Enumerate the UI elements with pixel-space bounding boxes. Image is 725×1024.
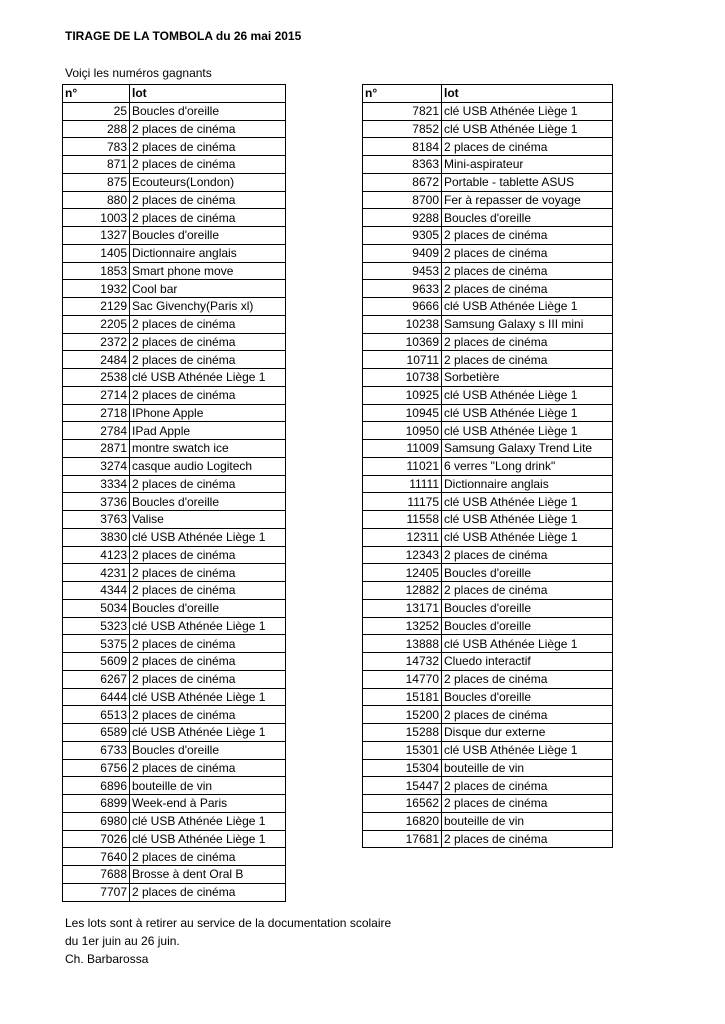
prize-lot: Boucles d'oreille: [130, 227, 286, 245]
ticket-number: 6513: [63, 706, 130, 724]
prize-lot: Cool bar: [130, 280, 286, 298]
table-row: [363, 369, 613, 387]
table-row: [63, 653, 286, 671]
ticket-number: 15447: [363, 777, 442, 795]
ticket-number: 6267: [63, 670, 130, 688]
table-row: [363, 582, 613, 600]
table-row: [363, 102, 613, 120]
prize-lot: 2 places de cinéma: [130, 564, 286, 582]
ticket-number: 7688: [63, 866, 130, 884]
table-row: [63, 564, 286, 582]
ticket-number: 6980: [63, 812, 130, 830]
table-row: [363, 138, 613, 156]
ticket-number: 2372: [63, 333, 130, 351]
prize-lot: 2 places de cinéma: [442, 582, 613, 600]
ticket-number: 9666: [363, 298, 442, 316]
ticket-number: 8184: [363, 138, 442, 156]
ticket-number: 11175: [363, 493, 442, 511]
prize-lot: 2 places de cinéma: [130, 191, 286, 209]
ticket-number: 783: [63, 138, 130, 156]
prize-lot: bouteille de vin: [442, 759, 613, 777]
prize-lot: Boucles d'oreille: [442, 564, 613, 582]
prize-lot: Boucles d'oreille: [130, 599, 286, 617]
prize-lot: IPad Apple: [130, 422, 286, 440]
prize-lot: 2 places de cinéma: [442, 280, 613, 298]
ticket-number: 9453: [363, 262, 442, 280]
table-row: [363, 262, 613, 280]
prize-lot: Sac Givenchy(Paris xl): [130, 298, 286, 316]
prize-lot: clé USB Athénée Liège 1: [130, 830, 286, 848]
ticket-number: 5375: [63, 635, 130, 653]
ticket-number: 7026: [63, 830, 130, 848]
ticket-number: 6733: [63, 741, 130, 759]
ticket-number: 2714: [63, 386, 130, 404]
prize-lot: 2 places de cinéma: [130, 706, 286, 724]
table-row: [63, 759, 286, 777]
table-row: [363, 156, 613, 174]
table-row: [63, 280, 286, 298]
prize-lot: Boucles d'oreille: [130, 493, 286, 511]
prize-lot: 2 places de cinéma: [130, 848, 286, 866]
ticket-number: 875: [63, 173, 130, 191]
ticket-number: 2538: [63, 369, 130, 387]
ticket-number: 3736: [63, 493, 130, 511]
ticket-number: 16820: [363, 812, 442, 830]
prize-lot: clé USB Athénée Liège 1: [130, 724, 286, 742]
table-row: [363, 795, 613, 813]
ticket-number: 4123: [63, 546, 130, 564]
ticket-number: 2484: [63, 351, 130, 369]
table-row: [363, 386, 613, 404]
table-row: [63, 173, 286, 191]
ticket-number: 7707: [63, 883, 130, 901]
table-row: [63, 812, 286, 830]
prize-lot: 2 places de cinéma: [442, 706, 613, 724]
prize-lot: 2 places de cinéma: [130, 883, 286, 901]
prize-lot: clé USB Athénée Liège 1: [442, 635, 613, 653]
table-row: [63, 635, 286, 653]
table-row: [63, 440, 286, 458]
ticket-number: 15301: [363, 741, 442, 759]
table-row: [63, 244, 286, 262]
table-body-right: [363, 102, 613, 848]
signature: Ch. Barbarossa: [65, 952, 149, 966]
ticket-number: 8363: [363, 156, 442, 174]
ticket-number: 10945: [363, 404, 442, 422]
prize-lot: Mini-aspirateur: [442, 156, 613, 174]
table-row: [63, 209, 286, 227]
prize-lot: Disque dur externe: [442, 724, 613, 742]
table-row: [363, 457, 613, 475]
table-row: [63, 706, 286, 724]
prize-lot: Smart phone move: [130, 262, 286, 280]
ticket-number: 9633: [363, 280, 442, 298]
ticket-number: 1405: [63, 244, 130, 262]
table-row: [63, 599, 286, 617]
prize-lot: montre swatch ice: [130, 440, 286, 458]
table-row: [63, 848, 286, 866]
ticket-number: 13888: [363, 635, 442, 653]
ticket-number: 6896: [63, 777, 130, 795]
prize-lot: clé USB Athénée Liège 1: [130, 688, 286, 706]
ticket-number: 4344: [63, 582, 130, 600]
prize-lot: Samsung Galaxy s III mini: [442, 315, 613, 333]
ticket-number: 15200: [363, 706, 442, 724]
ticket-number: 7640: [63, 848, 130, 866]
ticket-number: 1327: [63, 227, 130, 245]
ticket-number: 2718: [63, 404, 130, 422]
prize-lot: bouteille de vin: [130, 777, 286, 795]
ticket-number: 12882: [363, 582, 442, 600]
intro-text: Voiçi les numéros gagnants: [65, 66, 212, 80]
prize-lot: 2 places de cinéma: [442, 138, 613, 156]
prize-lot: IPhone Apple: [130, 404, 286, 422]
ticket-number: 15288: [363, 724, 442, 742]
table-row: [63, 333, 286, 351]
table-row: [363, 298, 613, 316]
prize-lot: Boucles d'oreille: [130, 741, 286, 759]
prize-lot: Ecouteurs(London): [130, 173, 286, 191]
ticket-number: 12311: [363, 528, 442, 546]
page-title: TIRAGE DE LA TOMBOLA du 26 mai 2015: [65, 29, 302, 43]
table-row: [363, 351, 613, 369]
table-row: [363, 244, 613, 262]
prize-lot: clé USB Athénée Liège 1: [442, 386, 613, 404]
prize-lot: 2 places de cinéma: [130, 386, 286, 404]
table-row: [363, 635, 613, 653]
ticket-number: 3830: [63, 528, 130, 546]
ticket-number: 14770: [363, 670, 442, 688]
table-row: [363, 493, 613, 511]
table-row: [363, 564, 613, 582]
prize-lot: 2 places de cinéma: [130, 653, 286, 671]
header-lot: lot: [130, 85, 286, 103]
footer-note: [65, 914, 391, 968]
ticket-number: 2871: [63, 440, 130, 458]
ticket-number: 7852: [363, 120, 442, 138]
prize-lot: Boucles d'oreille: [442, 209, 613, 227]
table-row: [363, 475, 613, 493]
prize-lot: clé USB Athénée Liège 1: [130, 369, 286, 387]
prize-lot: 2 places de cinéma: [130, 120, 286, 138]
ticket-number: 11558: [363, 511, 442, 529]
table-row: [363, 706, 613, 724]
prize-lot: Week-end à Paris: [130, 795, 286, 813]
table-row: [363, 440, 613, 458]
table-row: [363, 688, 613, 706]
prize-lot: clé USB Athénée Liège 1: [442, 404, 613, 422]
table-row: [63, 866, 286, 884]
header-number: n°: [63, 85, 130, 103]
ticket-number: 25: [63, 102, 130, 120]
table-body-left: [63, 102, 286, 901]
table-row: [363, 759, 613, 777]
prize-lot: 2 places de cinéma: [130, 351, 286, 369]
ticket-number: 1932: [63, 280, 130, 298]
table-row: [363, 120, 613, 138]
ticket-number: 6589: [63, 724, 130, 742]
table-header-row: [63, 85, 286, 103]
ticket-number: 12343: [363, 546, 442, 564]
pickup-instructions: Les lots sont à retirer au service de la documentation scolaire: [65, 916, 392, 930]
winners-table-left: [62, 84, 286, 902]
table-row: [363, 404, 613, 422]
prize-lot: 2 places de cinéma: [130, 138, 286, 156]
prize-lot: Boucles d'oreille: [130, 102, 286, 120]
prize-lot: 2 places de cinéma: [442, 795, 613, 813]
table-row: [63, 191, 286, 209]
prize-lot: Portable - tablette ASUS: [442, 173, 613, 191]
table-row: [363, 653, 613, 671]
prize-lot: clé USB Athénée Liège 1: [130, 617, 286, 635]
table-row: [63, 422, 286, 440]
prize-lot: 2 places de cinéma: [442, 244, 613, 262]
ticket-number: 10369: [363, 333, 442, 351]
prize-lot: Samsung Galaxy Trend Lite: [442, 440, 613, 458]
ticket-number: 288: [63, 120, 130, 138]
ticket-number: 2784: [63, 422, 130, 440]
table-row: [63, 386, 286, 404]
ticket-number: 1853: [63, 262, 130, 280]
table-row: [363, 670, 613, 688]
table-row: [63, 138, 286, 156]
table-row: [363, 333, 613, 351]
ticket-number: 10711: [363, 351, 442, 369]
table-row: [363, 422, 613, 440]
prize-lot: Boucles d'oreille: [442, 617, 613, 635]
table-row: [63, 227, 286, 245]
table-row: [363, 280, 613, 298]
table-row: [63, 120, 286, 138]
table-row: [363, 546, 613, 564]
table-row: [363, 528, 613, 546]
prize-lot: 2 places de cinéma: [442, 351, 613, 369]
ticket-number: 6756: [63, 759, 130, 777]
prize-lot: clé USB Athénée Liège 1: [442, 422, 613, 440]
prize-lot: Dictionnaire anglais: [442, 475, 613, 493]
prize-lot: 6 verres "Long drink": [442, 457, 613, 475]
table-row: [63, 688, 286, 706]
prize-lot: 2 places de cinéma: [130, 759, 286, 777]
ticket-number: 12405: [363, 564, 442, 582]
ticket-number: 3763: [63, 511, 130, 529]
ticket-number: 13171: [363, 599, 442, 617]
prize-lot: Dictionnaire anglais: [130, 244, 286, 262]
prize-lot: clé USB Athénée Liège 1: [442, 298, 613, 316]
prize-lot: 2 places de cinéma: [130, 156, 286, 174]
prize-lot: clé USB Athénée Liège 1: [442, 741, 613, 759]
prize-lot: 2 places de cinéma: [442, 777, 613, 795]
ticket-number: 11009: [363, 440, 442, 458]
table-row: [363, 191, 613, 209]
table-row: [63, 883, 286, 901]
table-row: [63, 546, 286, 564]
prize-lot: clé USB Athénée Liège 1: [442, 102, 613, 120]
table-row: [63, 528, 286, 546]
table-row: [63, 724, 286, 742]
prize-lot: 2 places de cinéma: [442, 830, 613, 848]
ticket-number: 16562: [363, 795, 442, 813]
ticket-number: 10238: [363, 315, 442, 333]
prize-lot: clé USB Athénée Liège 1: [442, 528, 613, 546]
ticket-number: 10738: [363, 369, 442, 387]
table-row: [363, 724, 613, 742]
prize-lot: clé USB Athénée Liège 1: [442, 493, 613, 511]
prize-lot: Brosse à dent Oral B: [130, 866, 286, 884]
prize-lot: bouteille de vin: [442, 812, 613, 830]
table-row: [363, 227, 613, 245]
table-row: [63, 741, 286, 759]
prize-lot: 2 places de cinéma: [130, 209, 286, 227]
ticket-number: 7821: [363, 102, 442, 120]
table-row: [363, 812, 613, 830]
ticket-number: 2205: [63, 315, 130, 333]
prize-lot: 2 places de cinéma: [130, 635, 286, 653]
table-row: [63, 617, 286, 635]
table-row: [63, 298, 286, 316]
table-row: [63, 102, 286, 120]
prize-lot: Boucles d'oreille: [442, 599, 613, 617]
prize-lot: Fer à repasser de voyage: [442, 191, 613, 209]
prize-lot: 2 places de cinéma: [130, 582, 286, 600]
winners-table-right: [362, 84, 613, 848]
prize-lot: Boucles d'oreille: [442, 688, 613, 706]
ticket-number: 6444: [63, 688, 130, 706]
prize-lot: 2 places de cinéma: [442, 670, 613, 688]
prize-lot: Valise: [130, 511, 286, 529]
table-row: [63, 795, 286, 813]
table-row: [63, 582, 286, 600]
table-header-row: [363, 85, 613, 103]
table-row: [363, 777, 613, 795]
ticket-number: 5609: [63, 653, 130, 671]
prize-lot: Sorbetière: [442, 369, 613, 387]
table-row: [63, 475, 286, 493]
table-row: [363, 599, 613, 617]
ticket-number: 11111: [363, 475, 442, 493]
prize-lot: 2 places de cinéma: [442, 546, 613, 564]
ticket-number: 9305: [363, 227, 442, 245]
ticket-number: 3334: [63, 475, 130, 493]
pickup-dates: du 1er juin au 26 juin.: [65, 934, 180, 948]
header-lot: lot: [442, 85, 613, 103]
table-row: [63, 262, 286, 280]
table-row: [363, 209, 613, 227]
table-row: [363, 315, 613, 333]
ticket-number: 13252: [363, 617, 442, 635]
table-row: [63, 315, 286, 333]
ticket-number: 1003: [63, 209, 130, 227]
prize-lot: casque audio Logitech: [130, 457, 286, 475]
ticket-number: 8672: [363, 173, 442, 191]
ticket-number: 14732: [363, 653, 442, 671]
prize-lot: Cluedo interactif: [442, 653, 613, 671]
table-row: [63, 404, 286, 422]
table-row: [363, 173, 613, 191]
ticket-number: 15304: [363, 759, 442, 777]
prize-lot: 2 places de cinéma: [442, 333, 613, 351]
ticket-number: 871: [63, 156, 130, 174]
table-row: [63, 369, 286, 387]
prize-lot: clé USB Athénée Liège 1: [442, 511, 613, 529]
prize-lot: 2 places de cinéma: [130, 670, 286, 688]
ticket-number: 10925: [363, 386, 442, 404]
table-row: [63, 830, 286, 848]
table-row: [363, 511, 613, 529]
prize-lot: 2 places de cinéma: [130, 475, 286, 493]
ticket-number: 5323: [63, 617, 130, 635]
ticket-number: 8700: [363, 191, 442, 209]
prize-lot: 2 places de cinéma: [130, 546, 286, 564]
ticket-number: 9288: [363, 209, 442, 227]
ticket-number: 880: [63, 191, 130, 209]
prize-lot: 2 places de cinéma: [130, 333, 286, 351]
table-row: [363, 830, 613, 848]
prize-lot: 2 places de cinéma: [130, 315, 286, 333]
prize-lot: 2 places de cinéma: [442, 262, 613, 280]
prize-lot: 2 places de cinéma: [442, 227, 613, 245]
prize-lot: clé USB Athénée Liège 1: [442, 120, 613, 138]
ticket-number: 6899: [63, 795, 130, 813]
table-row: [63, 351, 286, 369]
table-row: [63, 511, 286, 529]
table-row: [363, 741, 613, 759]
prize-lot: clé USB Athénée Liège 1: [130, 528, 286, 546]
ticket-number: 4231: [63, 564, 130, 582]
ticket-number: 2129: [63, 298, 130, 316]
table-row: [63, 777, 286, 795]
ticket-number: 17681: [363, 830, 442, 848]
table-row: [63, 493, 286, 511]
ticket-number: 9409: [363, 244, 442, 262]
ticket-number: 5034: [63, 599, 130, 617]
table-row: [63, 457, 286, 475]
prize-lot: clé USB Athénée Liège 1: [130, 812, 286, 830]
ticket-number: 3274: [63, 457, 130, 475]
table-row: [63, 156, 286, 174]
ticket-number: 10950: [363, 422, 442, 440]
header-number: n°: [363, 85, 442, 103]
ticket-number: 15181: [363, 688, 442, 706]
table-row: [363, 617, 613, 635]
table-row: [63, 670, 286, 688]
ticket-number: 11021: [363, 457, 442, 475]
